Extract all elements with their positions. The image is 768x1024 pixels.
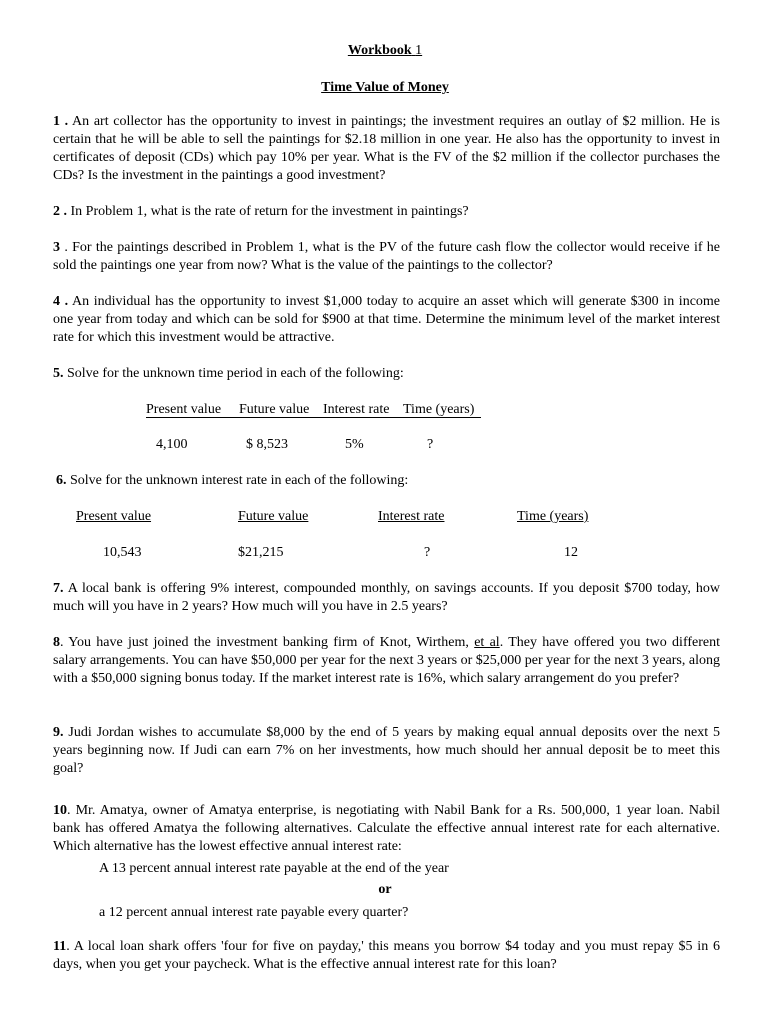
problem-8: 8. You have just joined the investment banking firm of Knot, Wirthem, et al. They have offered you two different salary arrangements. You can have $50,000 per year for the next 3 years or $25,000 per year for the next 3 years, along with a $50,000 signing bonus today. If the market interest rate is 16%, which salary arrangement do you prefer? [53,635,720,686]
problem-3: 3 . For the paintings described in Problem 1, what is the PV of the future cash flow the collector would receive if he sold the paintings one year from now? What is the value of the paintings to the collector? [53,240,721,273]
table-5-cell: 5% [345,437,364,452]
problem-10: 10. Mr. Amatya, owner of Amatya enterprise, is negotiating with Nabil Bank for a Rs. 500,000, 1 year loan. Nabil bank has offered Amatya the following alternatives. Calculate the effective annual interest rate for each alternative. Which alternative has the lowest effective annual interest rate: [53,803,720,854]
problem-7: 7. A local bank is offering 9% interest, compounded monthly, on savings accounts. If you deposit $700 today, how much will you have in 2 years? How much will you have in 2.5 years? [53,581,720,614]
table-5-header-underline [146,417,481,418]
problem-1: 1 . An art collector has the opportunity to invest in paintings; the investment requires an outlay of $2 million. He is certain that he will be able to sell the paintings for $2.18 million in one year. He also has the opportunity to invest in certificates of deposit (CDs) which pay 10% per year. What is the FV of the $2 million if the collector purchases the CDs? Is the investment in the paintings a good investment? [53,114,720,183]
problem-10-alternative-b: a 12 percent annual interest rate payable every quarter? [99,905,409,920]
table-5-header-future-value: Future value [239,402,310,417]
table-5-header-present-value: Present value [146,402,222,417]
problem-5: 5. Solve for the unknown time period in each of the following: [53,366,404,381]
table-5-cell: ? [427,437,434,452]
table-5-cell: $ 8,523 [246,437,288,452]
table-6-header-present-value: Present value [76,509,152,524]
problem-4: 4 . An individual has the opportunity to invest $1,000 today to acquire an asset which will generate $300 in income one year from today and which can be sold for $900 at that time. Determine the minimum level of the market interest rate for which this investment would be attractive. [53,294,721,345]
problem-10-or: or [378,882,392,897]
table-5-header-time: Time (years) [403,402,475,417]
et-al: et al [474,635,500,650]
table-6-cell: 12 [564,545,578,560]
table-6-header-time: Time (years) [517,509,589,524]
table-6-header-interest-rate: Interest rate [378,509,445,524]
problem-9: 9. Judi Jordan wishes to accumulate $8,000 by the end of 5 years by making equal annual deposits over the next 5 years beginning now. If Judi can earn 7% on her investments, how much should her annual deposit be to meet this goal? [53,725,720,776]
table-6-cell: $21,215 [238,545,284,560]
table-6-cell: ? [424,545,431,560]
page-subtitle: Time Value of Money [321,80,449,95]
table-6-header-future-value: Future value [238,509,309,524]
table-6-cell: 10,543 [103,545,142,560]
workbook-title: Workbook 1 [347,43,423,58]
problem-6: 6. Solve for the unknown interest rate in each of the following: [56,473,409,488]
table-5-cell: 4,100 [156,437,188,452]
table-5-header-interest-rate: Interest rate [323,402,390,417]
problem-10-alternative-a: A 13 percent annual interest rate payable at the end of the year [99,861,449,876]
problem-2: 2 . In Problem 1, what is the rate of return for the investment in paintings? [53,204,469,219]
problem-11: 11. A local loan shark offers 'four for five on payday,' this means you borrow $4 today and you must repay $5 in 6 days, when you get your paycheck. What is the effective annual interest rate for this loan? [53,939,720,972]
